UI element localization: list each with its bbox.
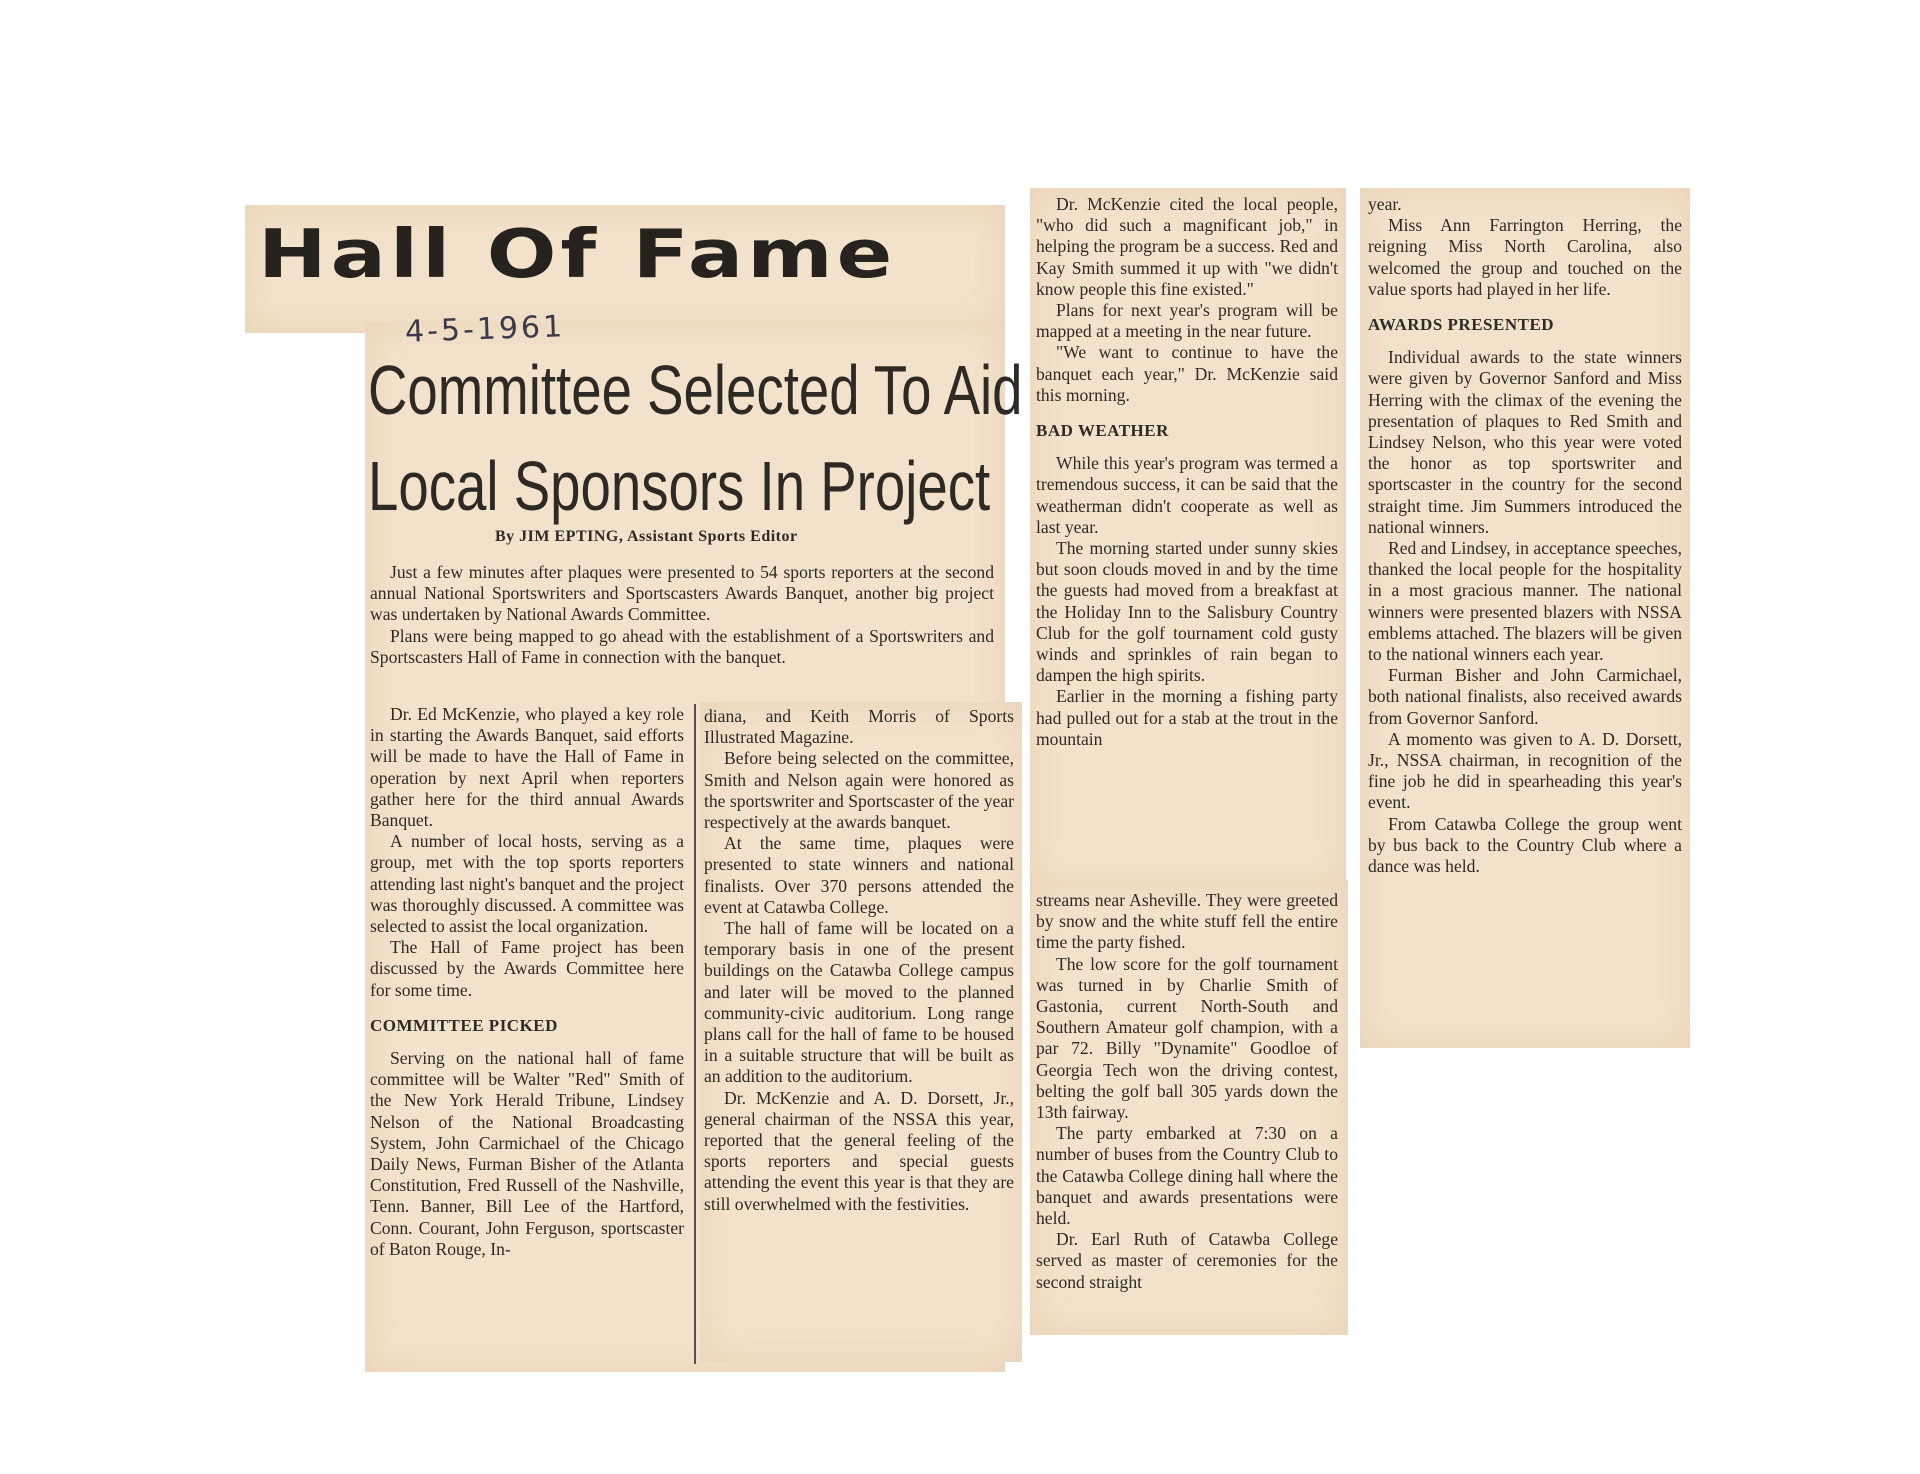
col3b-paragraph-2: The low score for the golf tournament was turned in by Charlie Smith of Gastonia, current North-South and Southern Amateur golf champion, with a par 72. Billy "Dynamite" Goodloe of Georgia Tech won the driving contest, belting the golf ball 305 yards down the 13th fairway.	[1036, 953, 1338, 1123]
column-3	[1036, 194, 1338, 750]
column-rule-1	[694, 704, 696, 1364]
col1-paragraph-4: Serving on the national hall of fame committee will be Walter "Red" Smith of the New York Herald Tribune, Lindsey Nelson of the National Broadcasting System, John Carmichael of the Chicago Daily News, Furman Bisher of the Atlanta Constitution, Fred Russell of the Nashville, Tenn. Banner, Bill Lee of the Hartford, Conn. Courant, John Ferguson, sportscaster of Baton Rouge, In-	[370, 1048, 684, 1259]
col3-paragraph-4: While this year's program was termed a tremendous success, it can be said that the weatherman didn't cooperate as well as last year.	[1036, 453, 1338, 537]
headline-line-2: Local Sponsors In Project	[368, 447, 991, 525]
headline-line-1: Committee Selected To Aid	[368, 351, 1023, 429]
column-1	[370, 704, 684, 1260]
col2-paragraph-4: The hall of fame will be located on a temporary basis in one of the present buildings on the Catawba College campus and later will be moved to the planned community-civic auditorium. Long range plans call for the hall of fame to be housed in a suitable structure that will be built as an addition to the auditorium.	[704, 918, 1014, 1087]
byline: By JIM EPTING, Assistant Sports Editor	[495, 528, 798, 545]
col4-paragraph-5: Furman Bisher and John Carmichael, both national finalists, also received awards from Governor Sanford.	[1368, 665, 1682, 728]
col4-paragraph-2: Miss Ann Farrington Herring, the reigning Miss North Carolina, also welcomed the group and touched on the value sports had played in her life.	[1368, 215, 1682, 299]
col4-paragraph-1: year.	[1368, 194, 1402, 214]
column-3-continued	[1036, 890, 1338, 1293]
col4-paragraph-3: Individual awards to the state winners were given by Governor Sanford and Miss Herring with the climax of the evening the presentation of plaques to Red Smith and Lindsey Nelson, who this year were voted the honor as top sportswriter and sportscaster in the country for the second straight time. Jim Summers introduced the national winners.	[1368, 347, 1682, 537]
col2-paragraph-3: At the same time, plaques were presented to state winners and national finalists. Over 370 persons attended the event at Catawba College.	[704, 833, 1014, 917]
col3-paragraph-1: Dr. McKenzie cited the local people, "who did such a magnificant job," in helping the program be a success. Red and Kay Smith summed it up with "we didn't know people this fine existed."	[1036, 194, 1338, 299]
col1-paragraph-3: The Hall of Fame project has been discussed by the Awards Committee here for some time.	[370, 937, 684, 1000]
col3-paragraph-5: The morning started under sunny skies but soon clouds moved in and by the time the guests had moved from a breakfast at the Holiday Inn to the Salisbury Country Club for the golf tournament cold gusty winds and sprinkles of rain began to dampen the high spirits.	[1036, 538, 1338, 686]
headline	[368, 342, 1023, 534]
col1-paragraph-1: Dr. Ed McKenzie, who played a key role in starting the Awards Banquet, said efforts will be made to have the Hall of Fame in operation by next April when reporters gather here for the third annual Awards Banquet.	[370, 704, 684, 831]
col3-paragraph-2: Plans for next year's program will be mapped at a meeting in the near future.	[1036, 300, 1338, 342]
column-2	[704, 706, 1014, 1215]
col3-paragraph-6: Earlier in the morning a fishing party had pulled out for a stab at the trout in the mountain	[1036, 686, 1338, 749]
lead-text	[370, 562, 994, 668]
col4-paragraph-7: From Catawba College the group went by bus back to the Country Club where a dance was held.	[1368, 813, 1682, 877]
col3b-paragraph-1: streams near Asheville. They were greeted by snow and the white stuff fell the entire time the party fished.	[1036, 890, 1338, 953]
subhead-committee-picked: COMMITTEE PICKED	[370, 1015, 558, 1035]
subhead-bad-weather: BAD WEATHER	[1036, 421, 1169, 441]
handwritten-date: 4-5-1961	[404, 309, 566, 350]
col2-paragraph-5: Dr. McKenzie and A. D. Dorsett, Jr., general chairman of the NSSA this year, reported that the general feeling of the sports reporters and special guests attending the event this year is that they are still overwhelmed with the festivities.	[704, 1087, 1014, 1214]
col4-paragraph-6: A momento was given to A. D. Dorsett, Jr., NSSA chairman, in recognition of the fine job he did in spearheading this year's event.	[1368, 728, 1682, 813]
col3b-paragraph-3: The party embarked at 7:30 on a number of buses from the Country Club to the Catawba College dining hall where the banquet and awards presentations were held.	[1036, 1123, 1338, 1229]
lead-paragraph-1: Just a few minutes after plaques were presented to 54 sports reporters at the second annual National Sportswriters and Sportscasters Awards Banquet, another big project was undertaken by National Awards Committee.	[370, 562, 994, 625]
col1-paragraph-2: A number of local hosts, serving as a group, met with the top sports reporters attending last night's banquet and the project was thoroughly discussed. A committee was selected to assist the local organization.	[370, 831, 684, 937]
col4-paragraph-4: Red and Lindsey, in acceptance speeches, thanked the local people for the hospitality in a most gracious manner. The national winners were presented blazers with NSSA emblems attached. The blazers will be given to the national winners each year.	[1368, 538, 1682, 665]
col2-paragraph-1: diana, and Keith Morris of Sports Illustrated Magazine.	[704, 706, 1014, 748]
col3b-paragraph-4: Dr. Earl Ruth of Catawba College served as master of ceremonies for the second straight	[1036, 1229, 1338, 1292]
col3-paragraph-3: "We want to continue to have the banquet each year," Dr. McKenzie said this morning.	[1036, 342, 1338, 405]
subhead-awards-presented: AWARDS PRESENTED	[1368, 315, 1555, 335]
lead-paragraph-2: Plans were being mapped to go ahead with the establishment of a Sportswriters and Sportscasters Hall of Fame in connection with the banquet.	[370, 625, 994, 667]
masthead: Hall Of Fame	[258, 215, 897, 294]
col2-paragraph-2: Before being selected on the committee, Smith and Nelson again were honored as the sportswriter and Sportscaster of the year respectively at the awards banquet.	[704, 748, 1014, 833]
column-4	[1368, 194, 1682, 877]
